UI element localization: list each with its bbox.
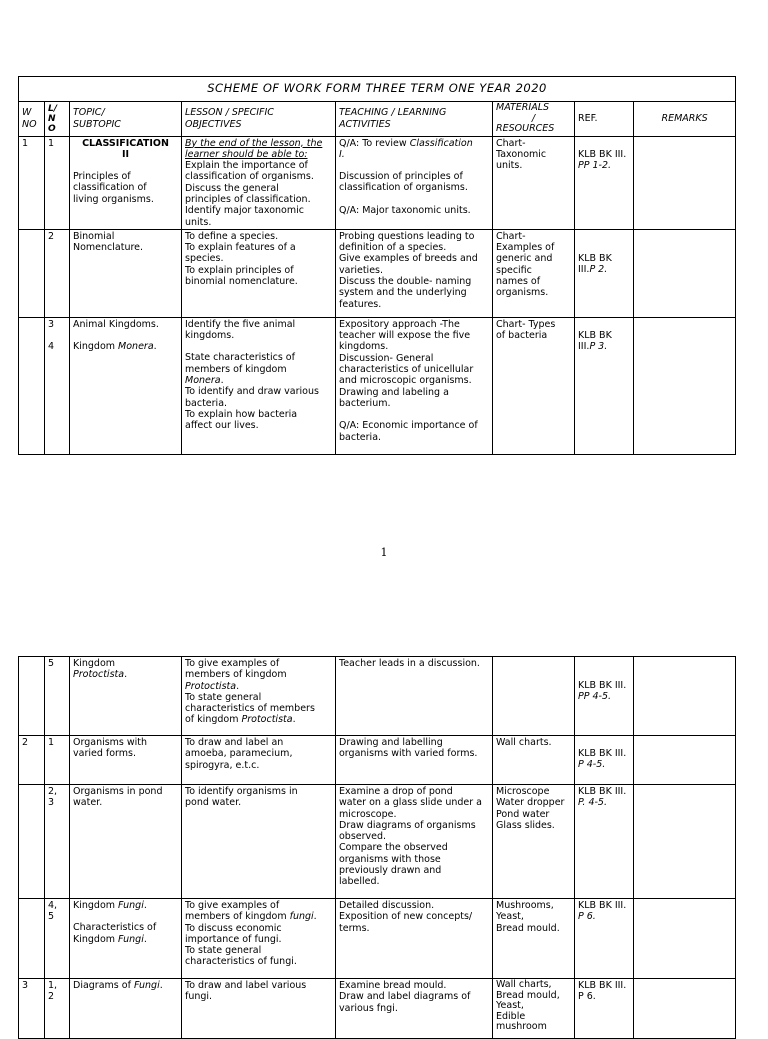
header-lesson-no: L/ N O — [45, 102, 70, 137]
topic-cell: Organisms with varied forms. — [70, 736, 182, 785]
teaching-cell: Drawing and labelling organisms with varied forms. — [336, 736, 493, 785]
remarks-cell — [634, 136, 736, 229]
remarks-cell — [634, 785, 736, 899]
materials-cell: Chart- Examples of generic and specific names of organisms. — [493, 229, 575, 317]
teaching-cell: Teacher leads in a discussion. — [336, 657, 493, 736]
week-cell: 1 — [19, 136, 45, 229]
lesson-no-cell: 5 — [45, 657, 70, 736]
header-row — [19, 102, 736, 137]
remarks-cell — [634, 736, 736, 785]
topic-cell: Kingdom Protoctista. — [70, 657, 182, 736]
remarks-cell — [634, 229, 736, 317]
topic-cell: Diagrams of Fungi. — [70, 979, 182, 1039]
materials-cell: Mushrooms, Yeast, Bread mould. — [493, 899, 575, 979]
week-cell — [19, 657, 45, 736]
lesson-cell: To draw and label various fungi. — [182, 979, 336, 1039]
lesson-no-cell: 2 — [45, 229, 70, 317]
scheme-table-page2 — [18, 656, 736, 1039]
table-row — [19, 657, 736, 736]
ref-cell: KLB BK III. P 4-5. — [575, 736, 634, 785]
materials-cell: Chart- Types of bacteria — [493, 317, 575, 454]
ref-cell: KLB BK III. P 6. — [575, 899, 634, 979]
teaching-cell: Examine bread mould. Draw and label diagrams of various fngi. — [336, 979, 493, 1039]
lesson-no-cell: 1 — [45, 136, 70, 229]
ref-cell: KLB BK III. P. 4-5. — [575, 785, 634, 899]
ref-cell: KLB BK III. P 6. — [575, 979, 634, 1039]
lesson-no-cell: 2, 3 — [45, 785, 70, 899]
table-row — [19, 229, 736, 317]
ref-cell: KLB BK III. PP 4-5. — [575, 657, 634, 736]
lesson-cell: To define a species. To explain features of a species. To explain principles of binomial nomenclature. — [182, 229, 336, 317]
topic-cell: Kingdom Fungi. Characteristics of Kingdom Fungi. — [70, 899, 182, 979]
materials-cell: Wall charts. — [493, 736, 575, 785]
materials-cell: Microscope Water dropper Pond water Glass slides. — [493, 785, 575, 899]
week-cell — [19, 317, 45, 454]
week-cell — [19, 899, 45, 979]
materials-cell: Wall charts, Bread mould, Yeast, Edible mushroom — [493, 979, 575, 1039]
header-ref: REF. — [575, 102, 634, 137]
remarks-cell — [634, 317, 736, 454]
week-cell: 3 — [19, 979, 45, 1039]
table-row — [19, 785, 736, 899]
header-remarks: REMARKS — [634, 102, 736, 137]
materials-cell: Chart- Taxonomic units. — [493, 136, 575, 229]
header-topic: TOPIC/ SUBTOPIC — [70, 102, 182, 137]
table-row — [19, 736, 736, 785]
materials-cell — [493, 657, 575, 736]
ref-cell: KLB BK III.P 2. — [575, 229, 634, 317]
ref-cell: KLB BK III. PP 1-2. — [575, 136, 634, 229]
remarks-cell — [634, 979, 736, 1039]
teaching-cell: Probing questions leading to definition of a species. Give examples of breeds and varieties. Discuss the double- naming system and the underlying features. — [336, 229, 493, 317]
week-cell — [19, 785, 45, 899]
ref-cell: KLB BK III.P 3. — [575, 317, 634, 454]
scheme-table-page1 — [18, 76, 736, 455]
lesson-cell: To draw and label an amoeba, paramecium, spirogyra, e.t.c. — [182, 736, 336, 785]
header-lesson: LESSON / SPECIFIC OBJECTIVES — [182, 102, 336, 137]
table-title: SCHEME OF WORK FORM THREE TERM ONE YEAR 2020 — [19, 77, 736, 102]
week-cell — [19, 229, 45, 317]
topic-cell: Binomial Nomenclature. — [70, 229, 182, 317]
lesson-cell: By the end of the lesson, the learner should be able to: Explain the importance of classification of organisms. Discuss the general principles of classification. Identify major taxonomic units. — [182, 136, 336, 229]
topic-cell: CLASSIFICATION II Principles of classification of living organisms. — [70, 136, 182, 229]
topic-cell: Animal Kingdoms. Kingdom Monera. — [70, 317, 182, 454]
remarks-cell — [634, 657, 736, 736]
header-week: W NO — [19, 102, 45, 137]
teaching-cell: Q/A: To review Classification I. Discussion of principles of classification of organisms. Q/A: Major taxonomic units. — [336, 136, 493, 229]
teaching-cell: Expository approach -The teacher will expose the five kingdoms. Discussion- General characteristics of unicellular and microscopic organisms. Drawing and labeling a bacterium. Q/A: Economic importance of bacteria. — [336, 317, 493, 454]
remarks-cell — [634, 899, 736, 979]
lesson-no-cell: 1, 2 — [45, 979, 70, 1039]
week-cell: 2 — [19, 736, 45, 785]
table-row — [19, 979, 736, 1039]
lesson-no-cell: 4, 5 — [45, 899, 70, 979]
table-row — [19, 899, 736, 979]
lesson-no-cell: 1 — [45, 736, 70, 785]
header-materials: MATERIALS / RESOURCES — [493, 102, 575, 137]
teaching-cell: Examine a drop of pond water on a glass slide under a microscope. Draw diagrams of organisms observed. Compare the observed organisms with those previously drawn and labelled. — [336, 785, 493, 899]
topic-cell: Organisms in pond water. — [70, 785, 182, 899]
lesson-no-cell: 3 4 — [45, 317, 70, 454]
lesson-cell: To identify organisms in pond water. — [182, 785, 336, 899]
lesson-cell: To give examples of members of kingdom Protoctista. To state general characteristics of members of kingdom Protoctista. — [182, 657, 336, 736]
teaching-cell: Detailed discussion. Exposition of new concepts/ terms. — [336, 899, 493, 979]
table-row — [19, 317, 736, 454]
lesson-cell: To give examples of members of kingdom fungi. To discuss economic importance of fungi. To state general characteristics of fungi. — [182, 899, 336, 979]
header-teaching: TEACHING / LEARNING ACTIVITIES — [336, 102, 493, 137]
table-row — [19, 136, 736, 229]
page-number: 1 — [380, 546, 388, 559]
lesson-cell: Identify the five animal kingdoms. State characteristics of members of kingdom Monera. To identify and draw various bacteria. To explain how bacteria affect our lives. — [182, 317, 336, 454]
